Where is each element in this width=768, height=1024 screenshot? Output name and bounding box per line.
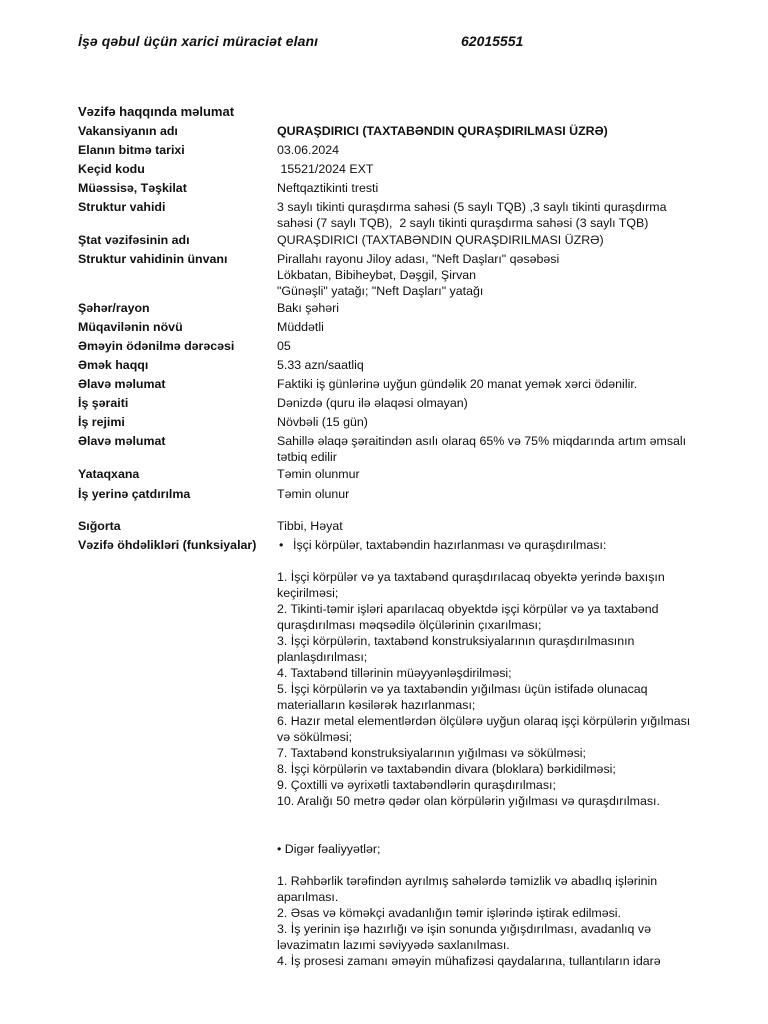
contract-type-value: Müddətli [277, 320, 324, 334]
duty-line: keçirilməsi; [277, 586, 339, 600]
duty-line: quraşdırılması məqsədilə ölçülərinin çıxarılması; [277, 618, 542, 632]
duties-value [277, 537, 727, 969]
salary-label: Əmək haqqı [78, 358, 149, 372]
duty-line: 8. İşçi körpülərin və taxtabəndin divara (bloklara) bərkidilməsi; [277, 762, 616, 776]
position-name-label: Ştat vəzifəsinin adı [78, 233, 190, 247]
extra-info-line: Sahillə əlaqə şəraitindən asılı olaraq 65% və 75% miqdarında artım əmsalı [277, 434, 687, 448]
unit-address-line: Lökbatan, Bibiheybət, Dəşgil, Şirvan [277, 268, 477, 282]
other-activity-line: aparılması. [277, 890, 339, 904]
extra-info-value [277, 433, 727, 465]
bullet-icon: • [279, 538, 284, 552]
other-activity-line: 4. İş prosesi zamanı əməyin mühafizəsi qaydalarına, tullantıların idarə [277, 954, 661, 968]
insurance-label: Sığorta [78, 519, 121, 533]
structural-unit-value [277, 199, 727, 231]
work-mode-value: Növbəli (15 gün) [277, 415, 368, 429]
pay-grade-label: Əməyin ödənilmə dərəcəsi [78, 339, 235, 353]
contract-type-label: Müqavilənin növü [78, 320, 183, 334]
vacancy-name-value: QURAŞDIRICI (TAXTABƏNDIN QURAŞDIRILMASI ÜZRƏ) [277, 124, 608, 138]
other-activity-line: ləvazimatın lazımi səviyyədə saxlanılması. [277, 938, 510, 952]
other-activity-line: 3. İş yerinin işə hazırlığı və işin sonunda yığışdırılması, avadanlıq və [277, 922, 651, 936]
duty-line: 10. Aralığı 50 metrə qədər olan körpülərin yığılması və quraşdırılması. [277, 794, 660, 808]
duty-line: 3. İşçi körpülərin, taxtabənd konstruksiyalarının quraşdırılmasının [277, 634, 635, 648]
vacancy-name-label: Vakansiyanın adı [78, 124, 178, 138]
section-heading: Vəzifə haqqında məlumat [78, 104, 235, 119]
extra-info-label: Əlavə məlumat [78, 377, 166, 391]
pay-grade-value: 05 [277, 339, 291, 353]
city-value: Bakı şəhəri [277, 301, 339, 315]
structural-unit-label: Struktur vahidi [78, 200, 166, 214]
extra-info-label: Əlavə məlumat [78, 434, 166, 448]
structural-unit-line: sahəsi (7 saylı TQB), 2 saylı tikinti quraşdırma sahəsi (3 saylı TQB) [277, 216, 649, 230]
duties-label: Vəzifə öhdəlikləri (funksiyalar) [78, 538, 257, 552]
document-code: 62015551 [461, 33, 524, 49]
document-title: İşə qəbul üçün xarici müraciət elanı [78, 33, 319, 49]
duty-line: 7. Taxtabənd konstruksiyalarının yığılması və sökülməsi; [277, 746, 586, 760]
other-activity-line: 2. Əsas və köməkçi avadanlığın təmir işlərində iştirak edilməsi. [277, 906, 622, 920]
work-mode-label: İş rejimi [78, 415, 125, 429]
work-conditions-label: İş şəraiti [78, 396, 129, 410]
end-date-value: 03.06.2024 [277, 143, 340, 157]
unit-address-label: Struktur vahidinin ünvanı [78, 252, 228, 266]
organization-label: Müəssisə, Təşkilat [78, 181, 187, 195]
duty-line: materialların kəsilərək hazırlanması; [277, 698, 476, 712]
duty-line: 6. Hazır metal elementlərdən ölçülərə uyğun olaraq işçi körpülərin yığılması [277, 714, 691, 728]
unit-address-line: Pirallahı rayonu Jiloy adası, "Neft Daşları" qəsəbəsi [277, 252, 560, 266]
unit-address-line: "Günəşli" yatağı; "Neft Daşları" yatağı [277, 284, 484, 298]
dormitory-value: Təmin olunmur [277, 467, 360, 481]
end-date-label: Elanın bitmə tarixi [78, 143, 185, 157]
extra-info-value: Faktiki iş günlərinə uyğun gündəlik 20 manat yemək xərci ödənilir. [277, 377, 638, 391]
other-activities-heading: • Digər fəaliyyətlər; [277, 842, 381, 856]
duty-line: və sökülməsi; [277, 730, 353, 744]
extra-info-line: tətbiq edilir [277, 450, 337, 464]
other-activity-line: 1. Rəhbərlik tərəfindən ayrılmış sahələrdə təmizlik və abadlıq işlərinin [277, 874, 658, 888]
duty-line: planlaşdırılması; [277, 650, 368, 664]
salary-value: 5.33 azn/saatliq [277, 358, 364, 372]
transport-label: İş yerinə çatdırılma [78, 487, 191, 501]
duty-line: 2. Tikinti-təmir işləri aparılacaq obyektdə işçi körpülər və ya taxtabənd [277, 602, 659, 616]
organization-value: Neftqaztikinti tresti [277, 181, 379, 195]
unit-address-value [277, 251, 727, 299]
position-name-value: QURAŞDIRICI (TAXTABƏNDIN QURAŞDIRILMASI ÜZRƏ) [277, 233, 604, 247]
transport-value: Təmin olunur [277, 487, 350, 501]
pass-code-value: 15521/2024 EXT [277, 162, 374, 176]
duties-bullet-text: İşçi körpülər, taxtabəndin hazırlanması və quraşdırılması: [293, 538, 607, 552]
duty-line: 4. Taxtabənd tillərinin müəyyənləşdirilməsi; [277, 666, 512, 680]
insurance-value: Tibbi, Həyat [277, 519, 343, 533]
pass-code-label: Keçid kodu [78, 162, 145, 176]
duties-bullet-item [277, 537, 727, 553]
work-conditions-value: Dənizdə (quru ilə əlaqəsi olmayan) [277, 396, 468, 410]
dormitory-label: Yataqxana [78, 467, 140, 481]
city-label: Şəhər/rayon [78, 301, 150, 315]
duty-line: 1. İşçi körpülər və ya taxtabənd quraşdırılacaq obyektə yerində baxışın [277, 570, 665, 584]
duty-line: 9. Çoxtilli və əyrixətli taxtabəndlərin quraşdırılması; [277, 778, 556, 792]
duty-line: 5. İşçi körpülərin və ya taxtabəndin yığılması üçün istifadə olunacaq [277, 682, 648, 696]
structural-unit-line: 3 saylı tikinti quraşdırma sahəsi (5 saylı TQB) ,3 saylı tikinti quraşdırma [277, 200, 667, 214]
